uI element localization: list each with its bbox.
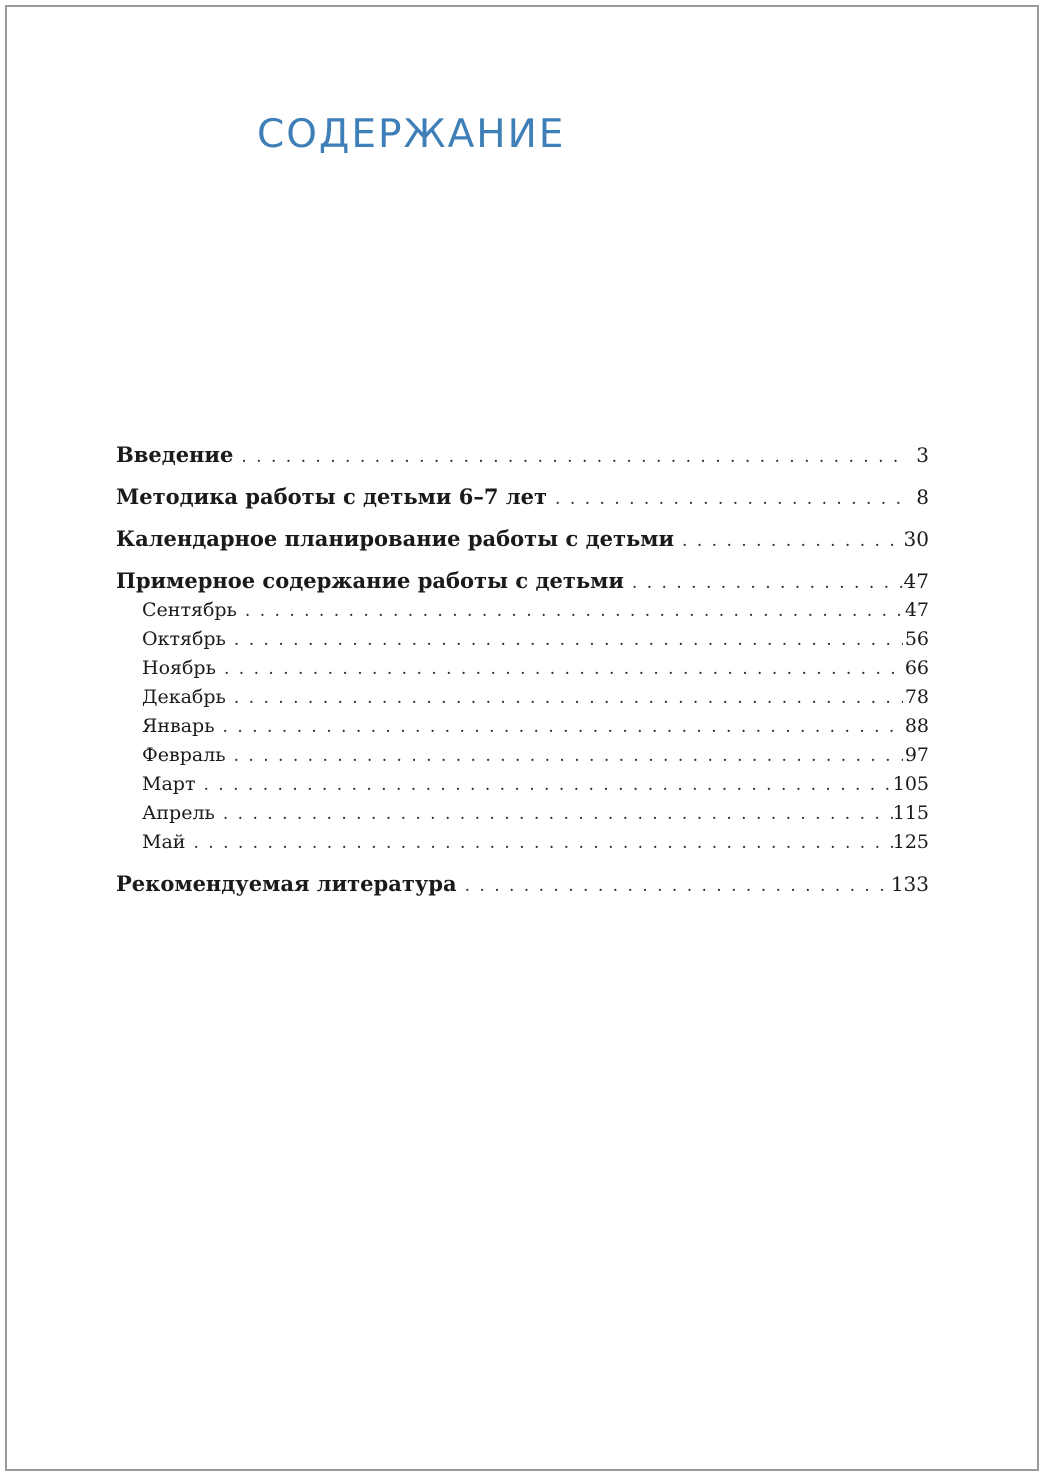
toc-subentry[interactable]	[116, 683, 929, 712]
toc-entry[interactable]	[116, 524, 929, 554]
toc-subentry[interactable]	[116, 828, 929, 857]
toc-subentry-page: 125	[892, 831, 929, 853]
toc-subentry-page: 105	[892, 773, 929, 795]
toc-leader-dots	[216, 655, 903, 683]
toc-subentry-page: 56	[904, 628, 929, 650]
toc-leader-dots	[226, 742, 903, 770]
toc-subentry[interactable]	[116, 625, 929, 654]
toc-subentry-label: Ноябрь	[142, 657, 216, 679]
toc-leader-dots	[215, 800, 893, 828]
toc-subentry-label: Май	[142, 831, 186, 853]
toc-leader-dots	[237, 597, 903, 625]
toc-subentry-label: Декабрь	[142, 686, 226, 708]
toc-subentry-page: 115	[892, 802, 929, 824]
toc-entry[interactable]	[116, 440, 929, 470]
toc-leader-dots	[226, 684, 903, 712]
toc-entry-label: Введение	[116, 442, 234, 467]
toc-subentry-label: Апрель	[142, 802, 215, 824]
toc-leader-dots	[457, 871, 891, 899]
toc-entry-label: Методика работы с детьми 6–7 лет	[116, 484, 548, 509]
toc-entry-label: Рекомендуемая литература	[116, 871, 457, 896]
toc-subentry[interactable]	[116, 770, 929, 799]
toc-subentry-page: 47	[904, 599, 929, 621]
toc-leader-dots	[195, 771, 892, 799]
toc-subentry[interactable]	[116, 741, 929, 770]
toc-entry[interactable]	[116, 566, 929, 596]
toc-entry-label: Примерное содержание работы с детьми	[116, 568, 624, 593]
toc-subentry-label: Сентябрь	[142, 599, 237, 621]
toc-subentry-page: 66	[904, 657, 929, 679]
page-title: СОДЕРЖАНИЕ	[257, 112, 566, 157]
toc-entry[interactable]	[116, 869, 929, 899]
toc-subentry[interactable]	[116, 654, 929, 683]
toc-entry-page: 3	[916, 443, 929, 467]
toc-subentry-label: Февраль	[142, 744, 226, 766]
toc-entry-label: Календарное планирование работы с детьми	[116, 526, 675, 551]
toc-subentry-label: Октябрь	[142, 628, 226, 650]
toc-leader-dots	[226, 626, 903, 654]
toc-leader-dots	[185, 829, 892, 857]
toc-entry-page: 133	[890, 872, 929, 896]
toc-subentry-label: Март	[142, 773, 196, 795]
toc-leader-dots	[674, 526, 903, 554]
toc-leader-dots	[233, 442, 903, 470]
toc-subentry[interactable]	[116, 596, 929, 625]
toc-subentry[interactable]	[116, 712, 929, 741]
toc-leader-dots	[547, 484, 903, 512]
toc-leader-dots	[624, 568, 903, 596]
toc-subentry-page: 88	[904, 715, 929, 737]
toc-subentry-page: 97	[904, 744, 929, 766]
toc-leader-dots	[215, 713, 903, 741]
toc-subentry[interactable]	[116, 799, 929, 828]
table-of-contents	[116, 440, 929, 911]
toc-entry-page: 8	[916, 485, 929, 509]
toc-entry-page: 47	[903, 569, 929, 593]
toc-entry-page: 30	[903, 527, 929, 551]
toc-subentry-label: Январь	[142, 715, 215, 737]
toc-subentry-page: 78	[904, 686, 929, 708]
toc-entry[interactable]	[116, 482, 929, 512]
